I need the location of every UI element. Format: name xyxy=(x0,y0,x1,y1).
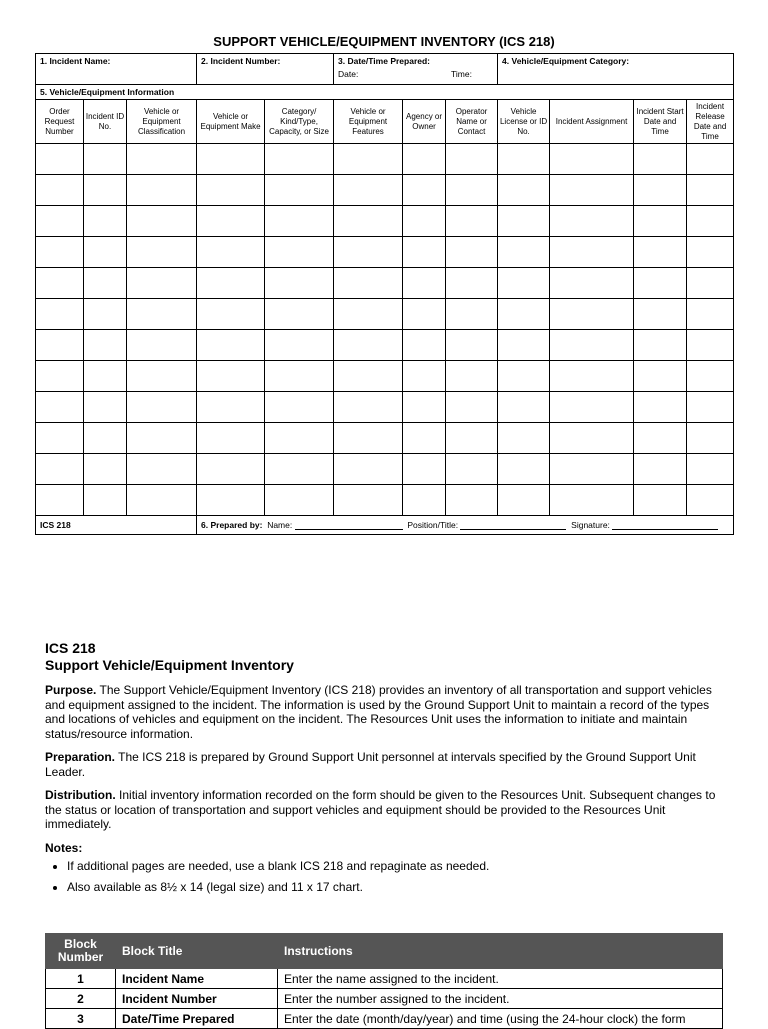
table-cell[interactable] xyxy=(446,237,498,268)
block-title-cell: Incident Number xyxy=(116,989,278,1009)
prepared-by-field xyxy=(197,516,734,535)
table-cell[interactable] xyxy=(36,175,84,206)
distribution-text: Initial inventory information recorded on the form should be given to the Resources Unit. Subsequent changes to the status or location of transportation and support vehicles and equipment should be provided to the Resources Unit immediately. xyxy=(45,788,716,831)
table-cell[interactable] xyxy=(403,299,446,330)
table-cell[interactable] xyxy=(687,175,734,206)
table-cell[interactable] xyxy=(446,268,498,299)
table-cell[interactable] xyxy=(403,454,446,485)
table-cell[interactable] xyxy=(36,454,84,485)
table-cell[interactable] xyxy=(634,268,687,299)
block-number-cell: 1 xyxy=(46,969,116,989)
table-cell[interactable] xyxy=(550,268,634,299)
purpose-paragraph xyxy=(45,683,725,741)
table-cell[interactable] xyxy=(127,454,197,485)
table-cell[interactable] xyxy=(127,361,197,392)
column-header: Vehicle or Equipment Features xyxy=(334,100,403,144)
table-cell[interactable] xyxy=(446,144,498,175)
block-number-header: Block Number xyxy=(46,934,116,969)
column-header: Operator Name or Contact xyxy=(446,100,498,144)
table-cell[interactable] xyxy=(446,361,498,392)
table-cell[interactable] xyxy=(265,175,334,206)
table-row xyxy=(36,485,734,516)
table-cell[interactable] xyxy=(550,299,634,330)
table-cell[interactable] xyxy=(265,485,334,516)
date-time-prepared-label: 3. Date/Time Prepared: xyxy=(338,56,430,66)
table-cell[interactable] xyxy=(550,392,634,423)
table-cell[interactable] xyxy=(634,237,687,268)
table-cell[interactable] xyxy=(36,237,84,268)
table-cell[interactable] xyxy=(36,206,84,237)
position-input-line[interactable] xyxy=(460,520,566,530)
table-cell[interactable] xyxy=(634,175,687,206)
table-cell[interactable] xyxy=(687,423,734,454)
table-cell[interactable] xyxy=(36,361,84,392)
signature-label: Signature: xyxy=(571,520,610,530)
vehicle-category-label: 4. Vehicle/Equipment Category: xyxy=(502,56,630,66)
table-cell[interactable] xyxy=(403,175,446,206)
table-cell[interactable] xyxy=(84,454,127,485)
incident-name-label: 1. Incident Name: xyxy=(40,56,111,66)
table-cell[interactable] xyxy=(84,361,127,392)
date-time-prepared-field[interactable] xyxy=(334,54,498,85)
notes-label: Notes: xyxy=(45,840,83,855)
note-item: • If additional pages are needed, use a blank ICS 218 and repaginate as needed. xyxy=(67,859,725,874)
time-label: Time: xyxy=(451,69,472,79)
table-cell[interactable] xyxy=(84,423,127,454)
table-cell[interactable] xyxy=(265,206,334,237)
table-cell[interactable] xyxy=(334,299,403,330)
table-row xyxy=(36,454,734,485)
table-cell[interactable] xyxy=(687,268,734,299)
table-cell[interactable] xyxy=(36,485,84,516)
table-cell[interactable] xyxy=(498,175,550,206)
table-cell[interactable] xyxy=(265,454,334,485)
table-cell[interactable] xyxy=(197,237,265,268)
table-cell[interactable] xyxy=(334,206,403,237)
table-cell[interactable] xyxy=(687,206,734,237)
table-row xyxy=(46,969,723,989)
table-cell[interactable] xyxy=(197,392,265,423)
table-row xyxy=(36,392,734,423)
table-cell[interactable] xyxy=(127,299,197,330)
table-cell[interactable] xyxy=(446,392,498,423)
notes-list xyxy=(45,859,725,894)
date-label: Date: xyxy=(338,69,359,79)
table-row xyxy=(36,361,734,392)
table-cell[interactable] xyxy=(687,237,734,268)
table-cell[interactable] xyxy=(550,423,634,454)
table-cell[interactable] xyxy=(265,144,334,175)
table-cell[interactable] xyxy=(265,299,334,330)
table-cell[interactable] xyxy=(446,206,498,237)
column-header: Vehicle or Equipment Classification xyxy=(127,100,197,144)
table-cell[interactable] xyxy=(687,299,734,330)
table-cell[interactable] xyxy=(498,237,550,268)
table-cell[interactable] xyxy=(127,144,197,175)
table-cell[interactable] xyxy=(446,485,498,516)
table-cell[interactable] xyxy=(127,237,197,268)
table-cell[interactable] xyxy=(687,144,734,175)
table-cell[interactable] xyxy=(334,392,403,423)
table-cell[interactable] xyxy=(498,392,550,423)
table-row xyxy=(36,237,734,268)
instructions xyxy=(45,640,725,900)
block-number-cell: 2 xyxy=(46,989,116,1009)
signature-input-line[interactable] xyxy=(612,520,718,530)
instructions-cell: Enter the name assigned to the incident. xyxy=(278,969,723,989)
table-cell[interactable] xyxy=(84,299,127,330)
table-cell[interactable] xyxy=(334,454,403,485)
form-title: SUPPORT VEHICLE/EQUIPMENT INVENTORY (ICS 218) xyxy=(213,34,555,49)
table-cell[interactable] xyxy=(634,361,687,392)
instructions-form-id: ICS 218 xyxy=(45,640,96,656)
column-header: Category/ Kind/Type, Capacity, or Size xyxy=(265,100,334,144)
distribution-paragraph xyxy=(45,788,725,832)
preparation-label: Preparation. xyxy=(45,750,116,764)
table-cell[interactable] xyxy=(446,299,498,330)
table-cell[interactable] xyxy=(334,423,403,454)
table-cell[interactable] xyxy=(498,454,550,485)
table-cell[interactable] xyxy=(446,423,498,454)
position-label: Position/Title: xyxy=(407,520,459,530)
table-cell[interactable] xyxy=(127,206,197,237)
table-cell[interactable] xyxy=(334,485,403,516)
table-cell[interactable] xyxy=(197,175,265,206)
purpose-text: The Support Vehicle/Equipment Inventory (ICS 218) provides an inventory of all transportation and support vehicles and equipment assigned to the incident. The information is used by the Ground Support Unit to maintain a record of the types and locations of vehicles and equipment on the incident. The Resources Unit uses the information to initiate and maintain status/resource information. xyxy=(45,683,712,741)
block-number-cell: 3 xyxy=(46,1009,116,1029)
table-cell[interactable] xyxy=(84,175,127,206)
table-cell[interactable] xyxy=(265,330,334,361)
table-cell[interactable] xyxy=(550,206,634,237)
table-cell[interactable] xyxy=(197,299,265,330)
instructions-heading: Support Vehicle/Equipment Inventory xyxy=(45,657,294,673)
table-row xyxy=(36,206,734,237)
table-cell[interactable] xyxy=(197,361,265,392)
table-cell[interactable] xyxy=(127,268,197,299)
table-cell[interactable] xyxy=(127,392,197,423)
table-cell[interactable] xyxy=(197,454,265,485)
column-header: Incident ID No. xyxy=(84,100,127,144)
table-cell[interactable] xyxy=(334,361,403,392)
purpose-label: Purpose. xyxy=(45,683,97,697)
table-row xyxy=(36,268,734,299)
table-cell[interactable] xyxy=(334,175,403,206)
table-cell[interactable] xyxy=(403,392,446,423)
table-cell[interactable] xyxy=(197,423,265,454)
table-cell[interactable] xyxy=(265,361,334,392)
instructions-cell: Enter the number assigned to the incident. xyxy=(278,989,723,1009)
incident-number-label: 2. Incident Number: xyxy=(201,56,281,66)
column-header: Vehicle or Equipment Make xyxy=(197,100,265,144)
table-cell[interactable] xyxy=(403,330,446,361)
table-cell[interactable] xyxy=(36,268,84,299)
preparation-paragraph xyxy=(45,750,725,779)
block-title-header: Block Title xyxy=(116,934,278,969)
table-cell[interactable] xyxy=(265,268,334,299)
footer-form-id: ICS 218 xyxy=(36,516,197,535)
table-cell[interactable] xyxy=(550,361,634,392)
instructions-cell: Enter the date (month/day/year) and time (using the 24-hour clock) the form xyxy=(278,1009,723,1029)
table-cell[interactable] xyxy=(498,485,550,516)
table-cell[interactable] xyxy=(84,330,127,361)
table-cell[interactable] xyxy=(550,330,634,361)
table-row xyxy=(36,423,734,454)
table-cell[interactable] xyxy=(446,454,498,485)
table-cell[interactable] xyxy=(403,206,446,237)
table-cell[interactable] xyxy=(498,361,550,392)
table-cell[interactable] xyxy=(498,423,550,454)
table-row xyxy=(46,1009,723,1029)
table-cell[interactable] xyxy=(634,330,687,361)
table-cell[interactable] xyxy=(197,330,265,361)
table-row xyxy=(36,144,734,175)
table-cell[interactable] xyxy=(197,485,265,516)
table-cell[interactable] xyxy=(265,237,334,268)
table-cell[interactable] xyxy=(634,392,687,423)
block-title-cell: Date/Time Prepared xyxy=(116,1009,278,1029)
table-cell[interactable] xyxy=(334,237,403,268)
table-cell[interactable] xyxy=(403,361,446,392)
table-cell[interactable] xyxy=(687,392,734,423)
table-cell[interactable] xyxy=(36,299,84,330)
table-cell[interactable] xyxy=(403,423,446,454)
table-cell[interactable] xyxy=(127,175,197,206)
column-headers xyxy=(36,100,734,144)
table-cell[interactable] xyxy=(36,392,84,423)
ics218-form xyxy=(35,53,734,535)
table-cell[interactable] xyxy=(634,144,687,175)
block-title-cell: Incident Name xyxy=(116,969,278,989)
table-cell[interactable] xyxy=(127,485,197,516)
table-cell[interactable] xyxy=(498,206,550,237)
table-cell[interactable] xyxy=(550,237,634,268)
table-cell[interactable] xyxy=(550,454,634,485)
column-header: Incident Assignment xyxy=(550,100,634,144)
table-cell[interactable] xyxy=(550,144,634,175)
table-cell[interactable] xyxy=(334,268,403,299)
table-cell[interactable] xyxy=(403,237,446,268)
vehicle-category-field[interactable] xyxy=(498,54,734,85)
table-cell[interactable] xyxy=(634,206,687,237)
prepared-by-label: 6. Prepared by: xyxy=(201,520,263,530)
table-cell[interactable] xyxy=(265,423,334,454)
table-cell[interactable] xyxy=(403,268,446,299)
incident-number-field[interactable] xyxy=(197,54,334,85)
table-cell[interactable] xyxy=(634,299,687,330)
table-row xyxy=(36,299,734,330)
table-cell[interactable] xyxy=(197,268,265,299)
table-row xyxy=(46,989,723,1009)
table-row xyxy=(36,330,734,361)
table-cell[interactable] xyxy=(498,144,550,175)
table-cell[interactable] xyxy=(403,485,446,516)
table-cell[interactable] xyxy=(498,330,550,361)
block-instructions-table xyxy=(45,933,723,1029)
table-cell[interactable] xyxy=(550,175,634,206)
table-cell[interactable] xyxy=(36,330,84,361)
preparation-text: The ICS 218 is prepared by Ground Support Unit personnel at intervals specified by the Ground Support Unit Leader. xyxy=(45,750,696,779)
table-cell[interactable] xyxy=(687,361,734,392)
table-cell[interactable] xyxy=(334,144,403,175)
table-cell[interactable] xyxy=(334,330,403,361)
table-cell[interactable] xyxy=(446,175,498,206)
table-cell[interactable] xyxy=(36,144,84,175)
table-cell[interactable] xyxy=(84,237,127,268)
table-cell[interactable] xyxy=(84,392,127,423)
table-cell[interactable] xyxy=(127,423,197,454)
table-cell[interactable] xyxy=(403,144,446,175)
table-cell[interactable] xyxy=(446,330,498,361)
table-cell[interactable] xyxy=(36,423,84,454)
table-cell[interactable] xyxy=(550,485,634,516)
table-cell[interactable] xyxy=(127,330,197,361)
table-cell[interactable] xyxy=(84,268,127,299)
table-cell[interactable] xyxy=(687,485,734,516)
column-header: Order Request Number xyxy=(36,100,84,144)
note-item: • Also available as 8½ x 14 (legal size) and 11 x 17 chart. xyxy=(67,880,725,895)
name-label: Name: xyxy=(267,520,293,530)
column-header: Incident Start Date and Time xyxy=(634,100,687,144)
table-cell[interactable] xyxy=(634,423,687,454)
table-row xyxy=(36,175,734,206)
name-input-line[interactable] xyxy=(295,520,403,530)
section5-label: 5. Vehicle/Equipment Information xyxy=(36,85,734,100)
table-cell[interactable] xyxy=(498,299,550,330)
table-cell[interactable] xyxy=(498,268,550,299)
table-cell[interactable] xyxy=(634,454,687,485)
table-cell[interactable] xyxy=(687,330,734,361)
table-cell[interactable] xyxy=(84,485,127,516)
table-cell[interactable] xyxy=(687,454,734,485)
distribution-label: Distribution. xyxy=(45,788,116,802)
table-cell[interactable] xyxy=(265,392,334,423)
inventory-rows xyxy=(36,144,734,516)
table-cell[interactable] xyxy=(84,144,127,175)
table-cell[interactable] xyxy=(634,485,687,516)
table-cell[interactable] xyxy=(84,206,127,237)
column-header: Incident Release Date and Time xyxy=(687,100,734,144)
instructions-header: Instructions xyxy=(278,934,723,969)
table-cell[interactable] xyxy=(197,144,265,175)
column-header: Agency or Owner xyxy=(403,100,446,144)
table-cell[interactable] xyxy=(197,206,265,237)
incident-name-field[interactable] xyxy=(36,54,197,85)
column-header: Vehicle License or ID No. xyxy=(498,100,550,144)
